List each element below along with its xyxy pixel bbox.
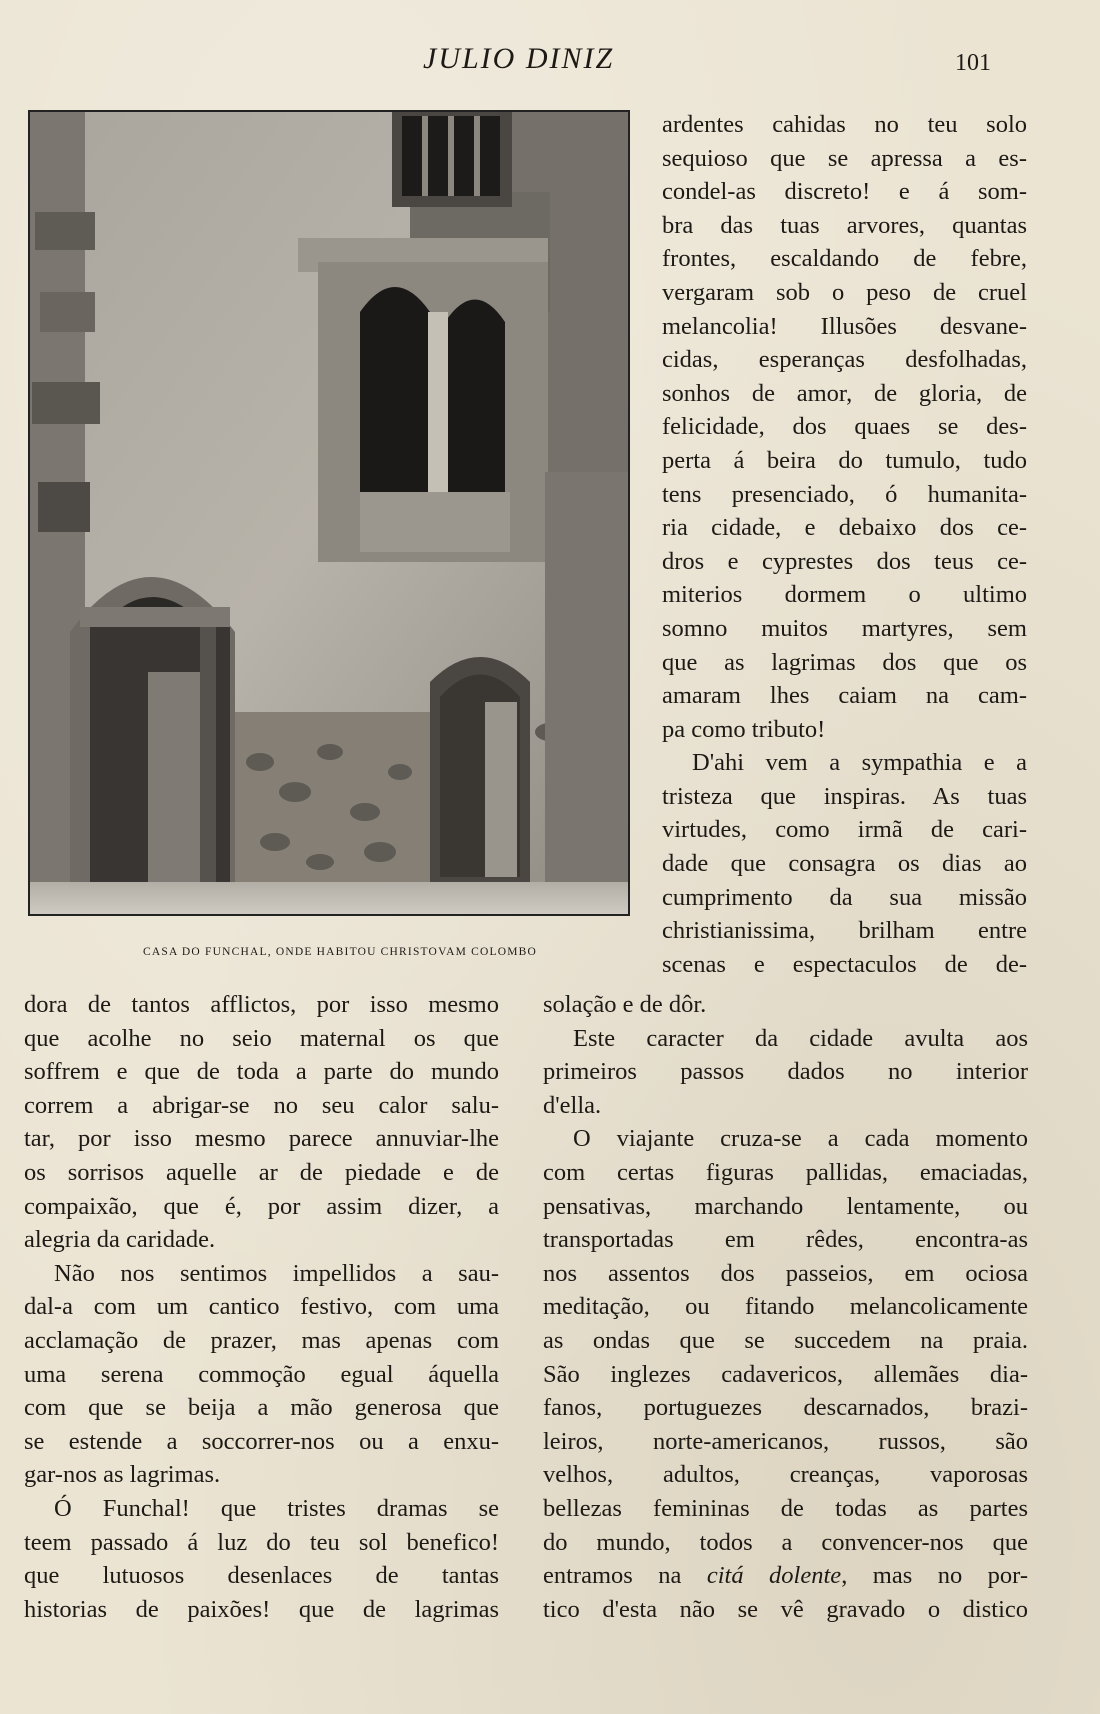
text-line: cidas, esperanças desfolhadas, — [662, 346, 1027, 374]
text-line: teem passado á luz do teu sol benefico! — [24, 1528, 499, 1556]
text-line: tar, por isso mesmo parece annuviar-lhe — [24, 1125, 499, 1153]
text-line: somno muitos martyres, sem — [662, 614, 1027, 642]
text-line: condel-as discreto! e á som- — [662, 178, 1027, 206]
text-line: que as lagrimas dos que os — [662, 648, 1027, 676]
text-line-with-italic — [543, 1559, 1028, 1593]
text-line: as ondas que se succedem na praia. — [543, 1326, 1028, 1354]
right-column-top — [662, 108, 1027, 981]
text-line: que lutuosos desenlaces de tantas — [24, 1562, 499, 1590]
text-segment: , mas no por- — [841, 1562, 1028, 1590]
text-line: frontes, escaldando de febre, — [662, 245, 1027, 273]
text-line: perta á beira do tumulo, tudo — [662, 446, 1027, 474]
house-photograph-drawing — [30, 112, 628, 914]
text-line: d'ella. — [543, 1091, 602, 1119]
text-line: do mundo, todos a convencer-nos que — [543, 1528, 1028, 1556]
text-line: cumprimento da sua missão — [662, 883, 1027, 911]
text-line: pa como tributo! — [662, 715, 826, 743]
right-column-bottom — [543, 988, 1028, 1626]
text-line: soffrem e que de toda a parte do mundo — [24, 1058, 499, 1086]
text-line: virtudes, como irmã de cari- — [662, 816, 1027, 844]
text-line: amaram lhes caiam na cam- — [662, 682, 1027, 710]
text-line: sonhos de amor, de gloria, de — [662, 379, 1027, 407]
italic-phrase: citá dolente — [706, 1562, 842, 1590]
text-line: dros e cyprestes dos teus ce- — [662, 547, 1027, 575]
figure-caption: CASA DO FUNCHAL, ONDE HABITOU CHRISTOVAM COLOMBO — [142, 946, 537, 958]
text-line: melancolia! Illusões desvane- — [662, 312, 1027, 340]
text-line: tico d'esta não se vê gravado o distico — [543, 1595, 1028, 1623]
text-line: historias de paixões! que de lagrimas — [24, 1595, 499, 1623]
text-line: leiros, norte-americanos, russos, são — [543, 1427, 1028, 1455]
text-line: miterios dormem o ultimo — [662, 581, 1027, 609]
text-line: com que se beija a mão generosa que — [24, 1394, 499, 1422]
text-line: tristeza que inspiras. As tuas — [662, 782, 1027, 810]
text-line: com certas figuras pallidas, emaciadas, — [543, 1158, 1028, 1186]
text-line: São inglezes cadavericos, allemães dia- — [543, 1360, 1028, 1388]
paragraph-start-line: D'ahi vem a sympathia e a — [692, 749, 1027, 777]
text-line: bellezas femininas de todas as partes — [543, 1494, 1028, 1522]
text-line: que acolhe no seio maternal os que — [24, 1024, 499, 1052]
text-line: gar-nos as lagrimas. — [24, 1461, 221, 1489]
text-line: sequioso que se apressa a es- — [662, 144, 1027, 172]
text-line: bra das tuas arvores, quantas — [662, 211, 1027, 239]
house-photograph — [28, 110, 630, 916]
left-column-bottom — [24, 988, 499, 1626]
text-line: correm a abrigar-se no seu calor salu- — [24, 1091, 499, 1119]
text-line: ria cidade, e debaixo dos ce- — [662, 514, 1027, 542]
text-line: tens presenciado, ó humanita- — [662, 480, 1027, 508]
text-line: meditação, ou fitando melancolicamente — [543, 1293, 1028, 1321]
text-line: fanos, portuguezes descarnados, brazi- — [543, 1394, 1028, 1422]
text-line: se estende a soccorrer-nos ou a enxu- — [24, 1427, 499, 1455]
text-line: vergaram sob o peso de cruel — [662, 278, 1027, 306]
text-line: solação e de dôr. — [543, 991, 707, 1018]
text-line: dade que consagra os dias ao — [662, 850, 1027, 878]
text-line: acclamação de prazer, mas apenas com — [24, 1326, 499, 1354]
text-line: compaixão, que é, por assim dizer, a — [24, 1192, 499, 1220]
paragraph-start-line: Não nos sentimos impellidos a sau- — [54, 1259, 499, 1287]
text-line: dora de tantos afflictos, por isso mesmo — [24, 991, 499, 1018]
page-number: 101 — [955, 50, 991, 76]
text-line: ardentes cahidas no teu solo — [662, 111, 1027, 138]
text-line: felicidade, dos quaes se des- — [662, 413, 1027, 441]
text-line: uma serena commoção egual áquella — [24, 1360, 499, 1388]
text-line: velhos, adultos, creanças, vaporosas — [543, 1461, 1028, 1489]
paragraph-start-line: Este caracter da cidade avulta aos — [573, 1024, 1028, 1052]
text-line: scenas e espectaculos de de- — [662, 950, 1027, 978]
text-line: christianissima, brilham entre — [662, 917, 1027, 945]
paragraph-start-line: Ó Funchal! que tristes dramas se — [54, 1494, 499, 1522]
text-line: transportadas em rêdes, encontra-as — [543, 1226, 1028, 1254]
paragraph-start-line: O viajante cruza-se a cada momento — [573, 1125, 1028, 1153]
text-line: primeiros passos dados no interior — [543, 1058, 1028, 1086]
text-line: alegria da caridade. — [24, 1226, 216, 1254]
text-line: os sorrisos aquelle ar de piedade e de — [24, 1158, 499, 1186]
text-segment: entramos na — [543, 1562, 707, 1590]
text-line: pensativas, marchando lentamente, ou — [543, 1192, 1028, 1220]
text-line: dal-a com um cantico festivo, com uma — [24, 1293, 499, 1321]
running-head — [0, 42, 1100, 82]
running-head-title: JULIO DINIZ — [423, 42, 615, 75]
text-line: nos assentos dos passeios, em ociosa — [543, 1259, 1028, 1287]
